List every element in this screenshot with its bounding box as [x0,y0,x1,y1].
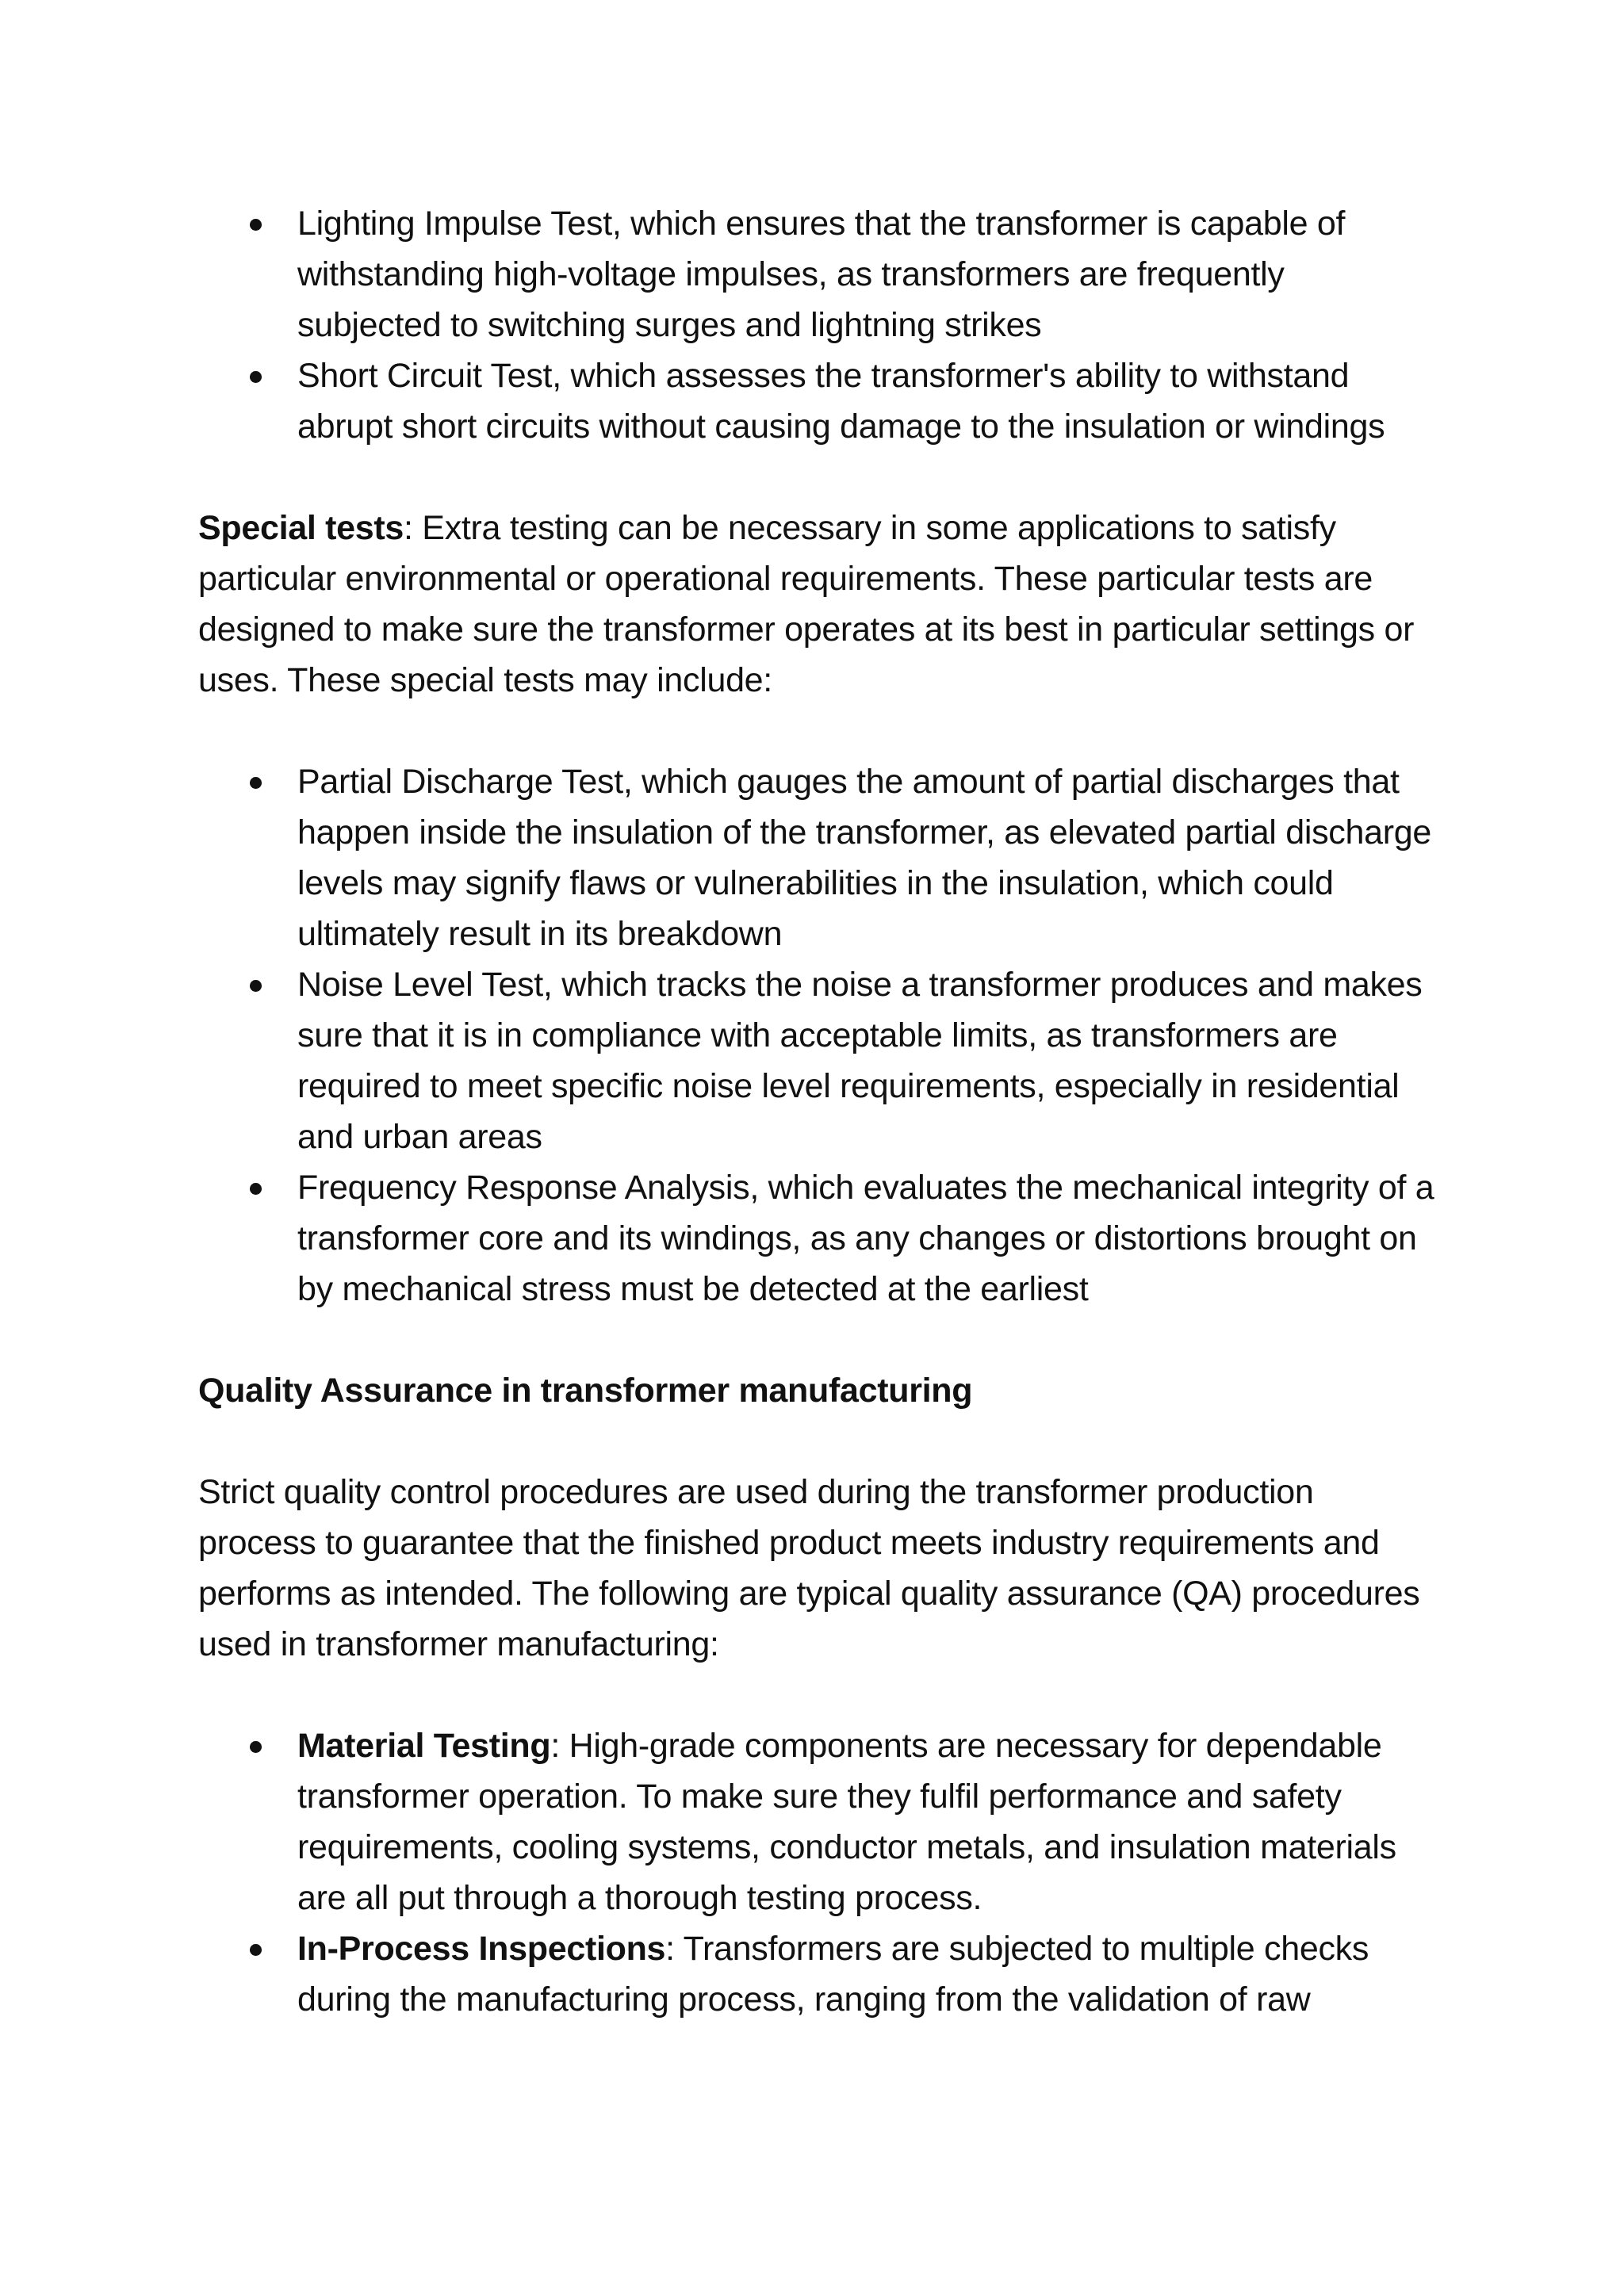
list-item-text: : High-grade components are necessary for dependable transformer operation. To make sure they fulfil performance and safety requirements, cooling systems, conductor metals, and insulation materials are all put through a thorough testing process. [297,1727,1396,1917]
special-tests-paragraph [198,503,1435,706]
bullet-icon [250,777,262,789]
list-item [198,756,1435,959]
bullet-icon [250,1183,262,1195]
section-heading-text: Quality Assurance in transformer manufacturing [198,1372,973,1410]
bullet-icon [250,1944,262,1956]
impulse-tests-list [198,198,1435,452]
qa-intro-paragraph: Strict quality control procedures are used during the transformer production process to guarantee that the finished product meets industry requirements and performs as intended. The following are typical quality assurance (QA) procedures used in transformer manufacturing: [198,1473,1420,1663]
bullet-icon [250,219,262,231]
list-item-text: Partial Discharge Test, which gauges the amount of partial discharges that happen inside the insulation of the transformer, as elevated partial discharge levels may signify flaws or vulnerabilities in the insulation, which could ultimately result in its breakdown [297,763,1431,953]
list-item [198,959,1435,1162]
special-tests-list [198,756,1435,1314]
bullet-icon [250,371,262,383]
list-item-text: : Transformers are subjected to multiple checks during the manufacturing process, ranging from the validation of raw [297,1930,1369,2019]
list-item-text: Short Circuit Test, which assesses the transformer's ability to withstand abrupt short circuits without causing damage to the insulation or windings [297,357,1385,446]
list-item [198,1162,1435,1314]
list-item-label: Material Testing [297,1727,551,1765]
list-item [198,1923,1435,2025]
list-item-text: Noise Level Test, which tracks the noise a transformer produces and makes sure that it is in compliance with acceptable limits, as transformers are required to meet specific noise level requirements, especially in residential and urban areas [297,966,1423,1156]
special-tests-text: : Extra testing can be necessary in some applications to satisfy particular environmental or operational requirements. These particular tests are designed to make sure the transformer operates at its best in particular settings or uses. These special tests may include: [198,509,1415,699]
list-item [198,1720,1435,1923]
list-item-label: In-Process Inspections [297,1930,666,1968]
document-page [198,198,1435,2025]
list-item [198,350,1435,452]
list-item-text: Frequency Response Analysis, which evaluates the mechanical integrity of a transformer core and its windings, as any changes or distortions brought on by mechanical stress must be detected at the earliest [297,1169,1434,1308]
list-item [198,198,1435,350]
list-item-text: Lighting Impulse Test, which ensures that the transformer is capable of withstanding high-voltage impulses, as transformers are frequently subjected to switching surges and lightning strikes [297,205,1346,344]
bullet-icon [250,1741,262,1753]
bullet-icon [250,980,262,992]
special-tests-label: Special tests [198,509,404,547]
qa-procedures-list [198,1720,1435,2025]
section-heading [198,1365,1435,1416]
